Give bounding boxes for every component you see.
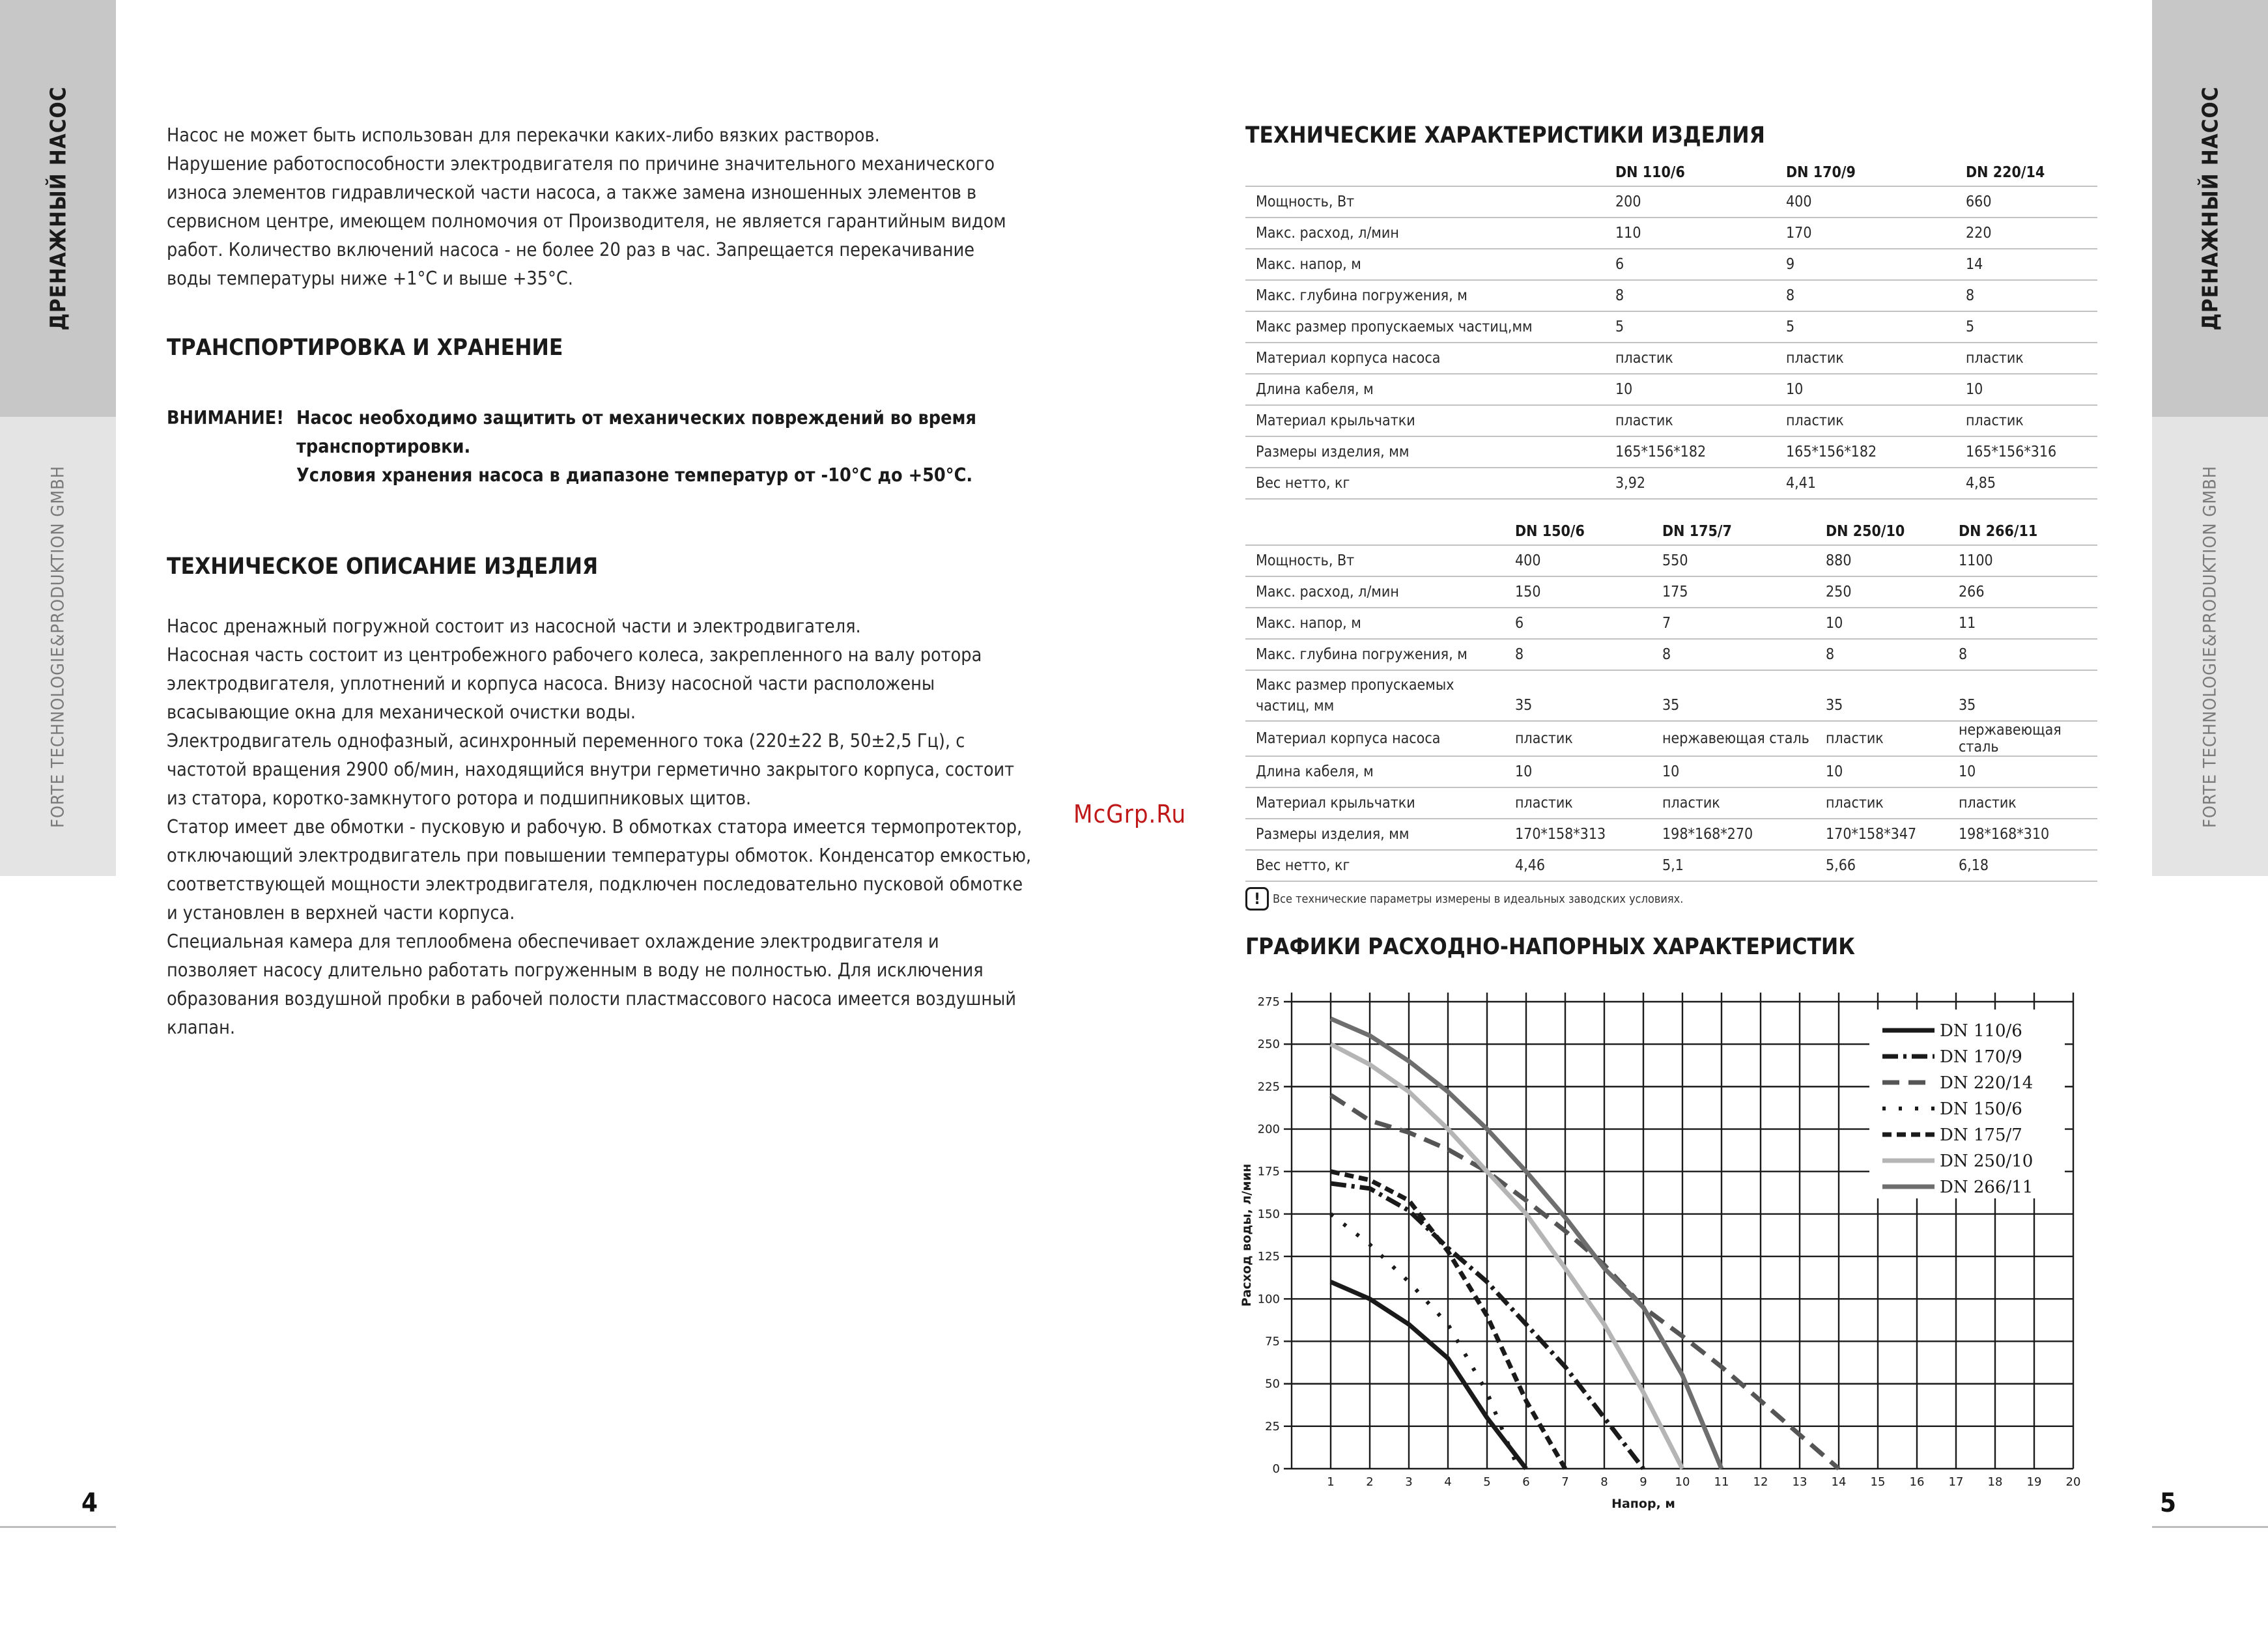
legend-label: DN 250/10 bbox=[1940, 1152, 2034, 1171]
table-cell: 200 bbox=[1605, 186, 1776, 218]
y-tick-label: 100 bbox=[1257, 1292, 1280, 1307]
table-cell: 4,46 bbox=[1505, 850, 1652, 881]
table-cell: пластик bbox=[1505, 721, 1652, 756]
table-cell: Материал корпуса насоса bbox=[1245, 721, 1505, 756]
table-cell: 11 bbox=[1948, 608, 2097, 639]
x-tick-label: 20 bbox=[2065, 1475, 2081, 1489]
table-cell: Материал корпуса насоса bbox=[1245, 343, 1605, 374]
x-tick-label: 14 bbox=[1831, 1475, 1847, 1489]
table-row bbox=[1245, 249, 2097, 280]
side-tab-left-company-text: FORTE TECHNOLOGIE&PRODUKTION GMBH bbox=[48, 465, 68, 828]
legend-label: DN 170/9 bbox=[1940, 1047, 2022, 1067]
transport-heading: ТРАНСПОРТИРОВКА И ХРАНЕНИЕ bbox=[167, 335, 563, 361]
table-row bbox=[1245, 436, 2097, 468]
table-cell: 165*156*316 bbox=[1955, 436, 2097, 468]
table-cell: 35 bbox=[1948, 670, 2097, 721]
table-cell: 10 bbox=[1505, 756, 1652, 787]
legend-label: DN 110/6 bbox=[1940, 1021, 2022, 1041]
text-line: износа элементов гидравлической части насоса, а также замена изношенных элементов в bbox=[167, 182, 977, 203]
legend-label: DN 220/14 bbox=[1940, 1073, 2034, 1093]
table-cell: пластик bbox=[1505, 787, 1652, 819]
table-cell: 35 bbox=[1652, 670, 1815, 721]
legend-label: DN 266/11 bbox=[1940, 1178, 2034, 1197]
x-tick-label: 13 bbox=[1792, 1475, 1807, 1489]
table-cell: Макс. расход, л/мин bbox=[1245, 218, 1605, 249]
text-line: отключающий электродвигатель при повышении температуры обмоток. Конденсатор емкостью, bbox=[167, 845, 1032, 866]
table-cell: 165*156*182 bbox=[1605, 436, 1776, 468]
flow-head-chart bbox=[1231, 977, 2104, 1518]
text-line: частотой вращения 2900 об/мин, находящийся внутри герметично закрытого корпуса, состоит bbox=[167, 759, 1015, 780]
table-cell: 198*168*310 bbox=[1948, 819, 2097, 850]
x-tick-label: 6 bbox=[1522, 1475, 1530, 1489]
table-row bbox=[1245, 576, 2097, 608]
table-cell: Макс. глубина погружения, м bbox=[1245, 280, 1605, 311]
table-row bbox=[1245, 787, 2097, 819]
table-cell: 10 bbox=[1948, 756, 2097, 787]
warning-line: транспортировки. bbox=[296, 436, 471, 457]
table-cell: Вес нетто, кг bbox=[1245, 850, 1505, 881]
table-header-cell: DN 220/14 bbox=[1966, 164, 2045, 181]
table-row bbox=[1245, 468, 2097, 499]
x-tick-label: 1 bbox=[1327, 1475, 1335, 1489]
table-cell: 5 bbox=[1605, 311, 1776, 343]
x-tick-label: 8 bbox=[1600, 1475, 1608, 1489]
table-cell: пластик bbox=[1652, 787, 1815, 819]
text-line: Насосная часть состоит из центробежного рабочего колеса, закрепленного на валу ротора bbox=[167, 644, 982, 666]
page-number-left: 4 bbox=[81, 1488, 98, 1518]
table-row bbox=[1245, 608, 2097, 639]
table-row bbox=[1245, 186, 2097, 218]
intro-paragraph bbox=[167, 121, 1066, 293]
legend-label: DN 150/6 bbox=[1940, 1099, 2022, 1119]
table-cell: 10 bbox=[1652, 756, 1815, 787]
table-cell: 550 bbox=[1652, 545, 1815, 576]
table-cell: пластик bbox=[1955, 343, 2097, 374]
table-header-cell bbox=[1245, 518, 1505, 545]
table-cell: пластик bbox=[1815, 721, 1948, 756]
x-tick-label: 9 bbox=[1639, 1475, 1647, 1489]
text-line: из статора, коротко-замкнутого ротора и подшипниковых щитов. bbox=[167, 787, 752, 809]
table-cell: 170*158*313 bbox=[1505, 819, 1652, 850]
y-tick-label: 75 bbox=[1265, 1335, 1280, 1349]
y-tick-label: 175 bbox=[1257, 1165, 1280, 1179]
table-cell: 3,92 bbox=[1605, 468, 1776, 499]
warning-label: ВНИМАНИЕ! bbox=[167, 407, 284, 429]
text-line: воды температуры ниже +1°С и выше +35°С. bbox=[167, 268, 573, 289]
x-tick-label: 5 bbox=[1483, 1475, 1491, 1489]
table-row bbox=[1245, 850, 2097, 881]
table-cell: пластик bbox=[1605, 343, 1776, 374]
table-cell: 6 bbox=[1505, 608, 1652, 639]
table-header-row bbox=[1245, 518, 2097, 545]
y-axis-label: Расход воды, л/мин bbox=[1240, 1163, 1254, 1307]
text-line: сервисном центре, имеющем полномочия от Производителя, не является гарантийным видом bbox=[167, 210, 1006, 232]
warning-line: Условия хранения насоса в диапазоне температур от -10°С до +50°С. bbox=[296, 464, 973, 486]
table-cell: 165*156*182 bbox=[1776, 436, 1955, 468]
table-header-cell: DN 170/9 bbox=[1786, 164, 1856, 181]
side-tab-left-title bbox=[0, 0, 116, 417]
y-tick-label: 250 bbox=[1257, 1038, 1280, 1052]
table-cell: 10 bbox=[1815, 756, 1948, 787]
table-cell: 880 bbox=[1815, 545, 1948, 576]
x-tick-label: 10 bbox=[1675, 1475, 1690, 1489]
table-row bbox=[1245, 670, 2097, 721]
x-tick-label: 4 bbox=[1444, 1475, 1452, 1489]
table-cell: 10 bbox=[1955, 374, 2097, 405]
table-header-cell: DN 150/6 bbox=[1515, 523, 1585, 540]
text-line: всасывающие окна для механической очистки воды. bbox=[167, 701, 636, 723]
table-cell: Макс. глубина погружения, м bbox=[1245, 639, 1505, 670]
table-row bbox=[1245, 545, 2097, 576]
specs-table-2 bbox=[1245, 518, 2097, 882]
text-line: клапан. bbox=[167, 1017, 235, 1038]
table-row bbox=[1245, 756, 2097, 787]
series-line bbox=[1331, 1282, 1526, 1469]
table-cell: 400 bbox=[1505, 545, 1652, 576]
table-cell: Макс. напор, м bbox=[1245, 249, 1605, 280]
table-header-row bbox=[1245, 160, 2097, 186]
side-tab-right-title-text: ДРЕНАЖНЫЙ НАСОС bbox=[2197, 86, 2223, 331]
table-cell: 4,85 bbox=[1955, 468, 2097, 499]
table-cell: 8 bbox=[1955, 280, 2097, 311]
table-cell: пластик bbox=[1605, 405, 1776, 436]
table-cell: 8 bbox=[1505, 639, 1652, 670]
table-header-cell bbox=[1245, 160, 1605, 186]
table-cell: 266 bbox=[1948, 576, 2097, 608]
table-cell: 250 bbox=[1815, 576, 1948, 608]
table-cell: 198*168*270 bbox=[1652, 819, 1815, 850]
spec-note-text: Все технические параметры измерены в идеальных заводских условиях. bbox=[1273, 892, 1684, 906]
warning-text bbox=[296, 404, 1078, 490]
text-line: Насос не может быть использован для перекачки каких-либо вязких растворов. bbox=[167, 124, 880, 146]
y-tick-label: 275 bbox=[1257, 995, 1280, 1009]
table-cell: 8 bbox=[1605, 280, 1776, 311]
y-tick-label: 125 bbox=[1257, 1250, 1280, 1264]
spec-note bbox=[1245, 887, 1683, 911]
table-cell: нержавеющая сталь bbox=[1652, 721, 1815, 756]
table-cell: 8 bbox=[1776, 280, 1955, 311]
table-cell: 35 bbox=[1815, 670, 1948, 721]
side-tab-right-title bbox=[2152, 0, 2268, 417]
table-cell: пластик bbox=[1955, 405, 2097, 436]
table-row bbox=[1245, 343, 2097, 374]
table-row bbox=[1245, 218, 2097, 249]
x-tick-label: 16 bbox=[1909, 1475, 1925, 1489]
graph-heading: ГРАФИКИ РАСХОДНО-НАПОРНЫХ ХАРАКТЕРИСТИК bbox=[1245, 934, 1856, 960]
table-cell: 1100 bbox=[1948, 545, 2097, 576]
table-cell: 400 bbox=[1776, 186, 1955, 218]
table-cell: 5,1 bbox=[1652, 850, 1815, 881]
table-row bbox=[1245, 639, 2097, 670]
table-cell: 10 bbox=[1605, 374, 1776, 405]
table-cell: 35 bbox=[1505, 670, 1652, 721]
table-header-cell: DN 175/7 bbox=[1662, 523, 1732, 540]
table-cell: 5 bbox=[1955, 311, 2097, 343]
table-cell: 8 bbox=[1815, 639, 1948, 670]
text-line: работ. Количество включений насоса - не более 20 раз в час. Запрещается перекачивание bbox=[167, 239, 975, 261]
series-line bbox=[1331, 1095, 1839, 1469]
table-cell: Макс размер пропускаемых частиц,мм bbox=[1245, 311, 1605, 343]
text-line: Насос дренажный погружной состоит из насосной части и электродвигателя. bbox=[167, 615, 861, 637]
table-row bbox=[1245, 311, 2097, 343]
table-cell: 660 bbox=[1955, 186, 2097, 218]
y-tick-label: 150 bbox=[1257, 1207, 1280, 1221]
table-cell: Размеры изделия, мм bbox=[1245, 819, 1505, 850]
text-line: образования воздушной пробки в рабочей полости пластмассового насоса имеется воздушный bbox=[167, 988, 1017, 1010]
x-tick-label: 2 bbox=[1366, 1475, 1374, 1489]
x-tick-label: 15 bbox=[1870, 1475, 1886, 1489]
table-cell: 10 bbox=[1815, 608, 1948, 639]
table-cell: 4,41 bbox=[1776, 468, 1955, 499]
x-tick-label: 18 bbox=[1987, 1475, 2003, 1489]
table-cell: Макс. напор, м bbox=[1245, 608, 1505, 639]
table-row bbox=[1245, 374, 2097, 405]
x-tick-label: 3 bbox=[1405, 1475, 1413, 1489]
side-tab-left-title-text: ДРЕНАЖНЫЙ НАСОС bbox=[45, 86, 71, 331]
side-tab-right-company-text: FORTE TECHNOLOGIE&PRODUKTION GMBH bbox=[2200, 465, 2220, 828]
description-heading: ТЕХНИЧЕСКОЕ ОПИСАНИЕ ИЗДЕЛИЯ bbox=[167, 554, 599, 580]
table-cell: 150 bbox=[1505, 576, 1652, 608]
side-tab-right-company bbox=[2152, 417, 2268, 876]
x-axis-label: Напор, м bbox=[1611, 1497, 1675, 1511]
table-cell: Макс. расход, л/мин bbox=[1245, 576, 1505, 608]
page-number-right: 5 bbox=[2160, 1488, 2177, 1518]
table-cell: Вес нетто, кг bbox=[1245, 468, 1605, 499]
table-cell: 5 bbox=[1776, 311, 1955, 343]
text-line: соответствующей мощности электродвигателя, подключен последовательно пусковой обмотке bbox=[167, 873, 1023, 895]
x-tick-label: 12 bbox=[1753, 1475, 1768, 1489]
text-line: электродвигателя, уплотнений и корпуса насоса. Внизу насосной части расположены bbox=[167, 673, 935, 694]
table-row bbox=[1245, 721, 2097, 756]
table-row bbox=[1245, 280, 2097, 311]
table-cell: 7 bbox=[1652, 608, 1815, 639]
table-row bbox=[1245, 819, 2097, 850]
text-line: Нарушение работоспособности электродвигателя по причине значительного механического bbox=[167, 153, 995, 175]
table-cell: Макс размер пропускаемых частиц, мм bbox=[1245, 670, 1505, 721]
table-cell: Мощность, Вт bbox=[1245, 545, 1505, 576]
table-cell: пластик bbox=[1776, 405, 1955, 436]
table-row bbox=[1245, 405, 2097, 436]
text-line: Электродвигатель однофазный, асинхронный переменного тока (220±22 В, 50±2,5 Гц), с bbox=[167, 730, 965, 752]
y-tick-label: 50 bbox=[1265, 1377, 1280, 1391]
table-cell: пластик bbox=[1815, 787, 1948, 819]
specs-heading: ТЕХНИЧЕСКИЕ ХАРАКТЕРИСТИКИ ИЗДЕЛИЯ bbox=[1245, 122, 1765, 148]
table-cell: Размеры изделия, мм bbox=[1245, 436, 1605, 468]
table-cell: нержавеющая сталь bbox=[1948, 721, 2097, 756]
table-cell: 170*158*347 bbox=[1815, 819, 1948, 850]
x-tick-label: 17 bbox=[1948, 1475, 1964, 1489]
watermark: McGrp.Ru bbox=[1073, 800, 1187, 828]
footer-rule-right bbox=[2152, 1526, 2268, 1528]
text-line: Статор имеет две обмотки - пусковую и рабочую. В обмотках статора имеется термопротектор, bbox=[167, 816, 1023, 838]
table-cell: 6 bbox=[1605, 249, 1776, 280]
table-cell: 110 bbox=[1605, 218, 1776, 249]
warning-icon: ! bbox=[1245, 887, 1269, 911]
table-cell: Длина кабеля, м bbox=[1245, 756, 1505, 787]
table-cell: 5,66 bbox=[1815, 850, 1948, 881]
table-cell: Длина кабеля, м bbox=[1245, 374, 1605, 405]
y-tick-label: 0 bbox=[1272, 1462, 1280, 1476]
table-header-cell: DN 110/6 bbox=[1615, 164, 1685, 181]
y-tick-label: 200 bbox=[1257, 1122, 1280, 1137]
x-tick-label: 7 bbox=[1561, 1475, 1569, 1489]
table-cell: Материал крыльчатки bbox=[1245, 787, 1505, 819]
text-line: и установлен в верхней части корпуса. bbox=[167, 902, 515, 924]
table-header-cell: DN 266/11 bbox=[1959, 523, 2038, 540]
x-tick-label: 19 bbox=[2026, 1475, 2042, 1489]
warning-line: Насос необходимо защитить от механических повреждений во время bbox=[296, 407, 976, 429]
text-line: позволяет насосу длительно работать погруженным в воду не полностью. Для исключения bbox=[167, 959, 984, 981]
y-tick-label: 225 bbox=[1257, 1080, 1280, 1094]
table-cell: пластик bbox=[1776, 343, 1955, 374]
side-tab-left-company bbox=[0, 417, 116, 876]
table-cell: 6,18 bbox=[1948, 850, 2097, 881]
table-cell: Мощность, Вт bbox=[1245, 186, 1605, 218]
description-paragraph bbox=[167, 612, 1079, 1042]
table-cell: Материал крыльчатки bbox=[1245, 405, 1605, 436]
footer-rule-left bbox=[0, 1526, 116, 1528]
table-cell: 170 bbox=[1776, 218, 1955, 249]
y-tick-label: 25 bbox=[1265, 1419, 1280, 1434]
text-line: Специальная камера для теплообмена обеспечивает охлаждение электродвигателя и bbox=[167, 931, 939, 952]
table-header-cell: DN 250/10 bbox=[1826, 523, 1905, 540]
table-cell: 8 bbox=[1948, 639, 2097, 670]
table-cell: 14 bbox=[1955, 249, 2097, 280]
table-cell: пластик bbox=[1948, 787, 2097, 819]
table-cell: 175 bbox=[1652, 576, 1815, 608]
table-cell: 220 bbox=[1955, 218, 2097, 249]
legend-label: DN 175/7 bbox=[1940, 1125, 2022, 1145]
specs-table-1 bbox=[1245, 160, 2097, 500]
x-tick-label: 11 bbox=[1714, 1475, 1729, 1489]
table-cell: 9 bbox=[1776, 249, 1955, 280]
table-cell: 8 bbox=[1652, 639, 1815, 670]
table-cell: 10 bbox=[1776, 374, 1955, 405]
